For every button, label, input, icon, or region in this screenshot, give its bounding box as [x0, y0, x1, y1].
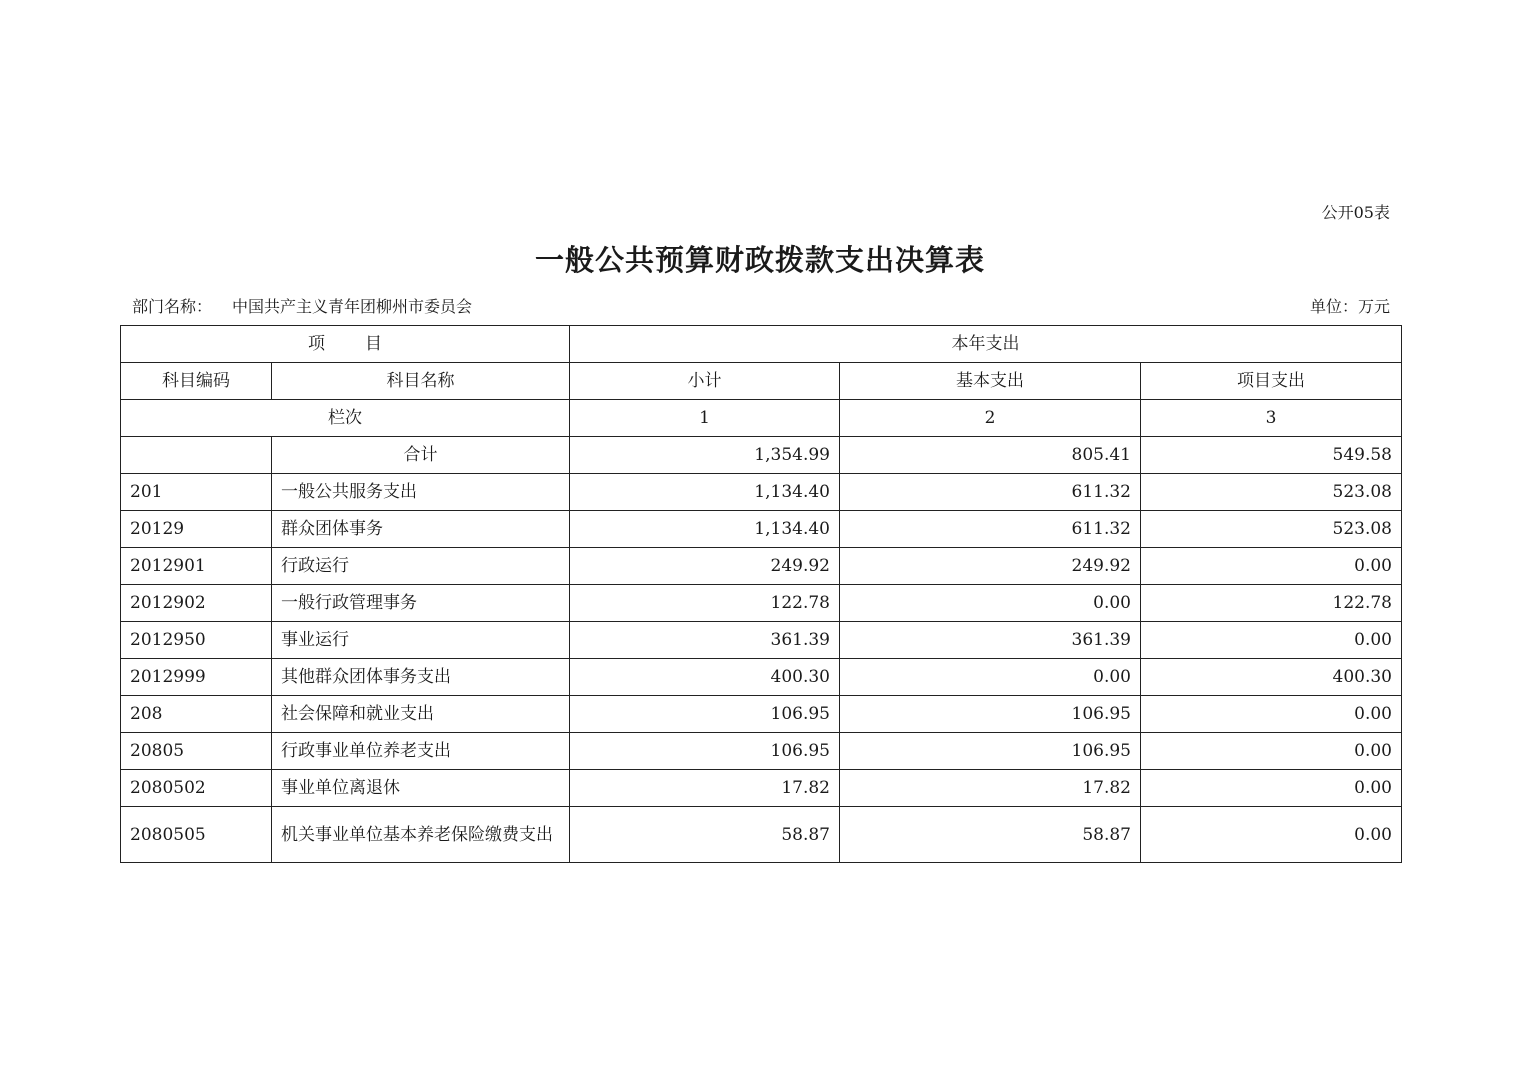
row-basic: 58.87 — [840, 807, 1141, 863]
row-basic: 0.00 — [840, 659, 1141, 696]
row-basic: 361.39 — [840, 622, 1141, 659]
form-number: 公开05表 — [1321, 203, 1390, 222]
table-row — [121, 807, 1402, 863]
row-basic: 0.00 — [840, 585, 1141, 622]
row-name: 机关事业单位基本养老保险缴费支出 — [272, 807, 570, 863]
row-basic: 611.32 — [840, 511, 1141, 548]
header-item — [121, 326, 570, 363]
header-row-2 — [121, 363, 1402, 400]
row-project: 122.78 — [1141, 585, 1402, 622]
column-number-2: 2 — [840, 400, 1141, 437]
row-code: 2012902 — [121, 585, 272, 622]
expenditure-table — [120, 325, 1402, 863]
meta-line — [132, 294, 1390, 318]
total-row — [121, 437, 1402, 474]
total-basic: 805.41 — [840, 437, 1141, 474]
row-name: 行政事业单位养老支出 — [272, 733, 570, 770]
row-code: 2080505 — [121, 807, 272, 863]
header-name: 科目名称 — [272, 363, 570, 400]
row-name: 行政运行 — [272, 548, 570, 585]
row-name: 一般行政管理事务 — [272, 585, 570, 622]
row-project: 0.00 — [1141, 770, 1402, 807]
table-row — [121, 622, 1402, 659]
row-project: 0.00 — [1141, 622, 1402, 659]
row-subtotal: 1,134.40 — [570, 511, 840, 548]
header-project: 项目支出 — [1141, 363, 1402, 400]
row-name: 社会保障和就业支出 — [272, 696, 570, 733]
row-project: 400.30 — [1141, 659, 1402, 696]
unit-label: 单位：万元 — [1309, 297, 1390, 316]
total-code — [121, 437, 272, 474]
row-name: 其他群众团体事务支出 — [272, 659, 570, 696]
table-row — [121, 474, 1402, 511]
header-item-b: 目 — [365, 334, 382, 354]
header-item-a: 项 — [308, 334, 325, 354]
table-row — [121, 770, 1402, 807]
row-subtotal: 122.78 — [570, 585, 840, 622]
row-subtotal: 361.39 — [570, 622, 840, 659]
header-code: 科目编码 — [121, 363, 272, 400]
row-basic: 249.92 — [840, 548, 1141, 585]
row-project: 0.00 — [1141, 733, 1402, 770]
row-subtotal: 106.95 — [570, 696, 840, 733]
row-project: 0.00 — [1141, 548, 1402, 585]
table-row — [121, 733, 1402, 770]
row-name: 事业运行 — [272, 622, 570, 659]
row-subtotal: 249.92 — [570, 548, 840, 585]
row-basic: 106.95 — [840, 696, 1141, 733]
column-number-1: 1 — [570, 400, 840, 437]
row-subtotal: 17.82 — [570, 770, 840, 807]
row-basic: 611.32 — [840, 474, 1141, 511]
row-subtotal: 400.30 — [570, 659, 840, 696]
header-basic: 基本支出 — [840, 363, 1141, 400]
row-name: 群众团体事务 — [272, 511, 570, 548]
department — [132, 294, 472, 318]
row-code: 208 — [121, 696, 272, 733]
row-code: 20129 — [121, 511, 272, 548]
row-subtotal: 106.95 — [570, 733, 840, 770]
row-name: 事业单位离退休 — [272, 770, 570, 807]
row-project: 0.00 — [1141, 807, 1402, 863]
column-number-3: 3 — [1141, 400, 1402, 437]
total-subtotal: 1,354.99 — [570, 437, 840, 474]
row-subtotal: 1,134.40 — [570, 474, 840, 511]
department-name: 中国共产主义青年团柳州市委员会 — [232, 297, 473, 316]
row-name: 一般公共服务支出 — [272, 474, 570, 511]
row-subtotal: 58.87 — [570, 807, 840, 863]
table-row — [121, 548, 1402, 585]
header-this-year: 本年支出 — [570, 326, 1402, 363]
header-row-1 — [121, 326, 1402, 363]
header-subtotal: 小计 — [570, 363, 840, 400]
table-row — [121, 659, 1402, 696]
table-row — [121, 696, 1402, 733]
total-project: 549.58 — [1141, 437, 1402, 474]
total-label: 合计 — [272, 437, 570, 474]
row-code: 201 — [121, 474, 272, 511]
row-project: 523.08 — [1141, 511, 1402, 548]
column-number-label: 栏次 — [121, 400, 570, 437]
table-row — [121, 585, 1402, 622]
column-number-row — [121, 400, 1402, 437]
row-basic: 106.95 — [840, 733, 1141, 770]
row-code: 2012999 — [121, 659, 272, 696]
row-project: 523.08 — [1141, 474, 1402, 511]
department-label: 部门名称： — [132, 297, 213, 316]
table-row — [121, 511, 1402, 548]
page-title: 一般公共预算财政拨款支出决算表 — [534, 243, 985, 277]
row-code: 2012901 — [121, 548, 272, 585]
row-code: 2012950 — [121, 622, 272, 659]
row-code: 20805 — [121, 733, 272, 770]
row-project: 0.00 — [1141, 696, 1402, 733]
row-basic: 17.82 — [840, 770, 1141, 807]
row-code: 2080502 — [121, 770, 272, 807]
